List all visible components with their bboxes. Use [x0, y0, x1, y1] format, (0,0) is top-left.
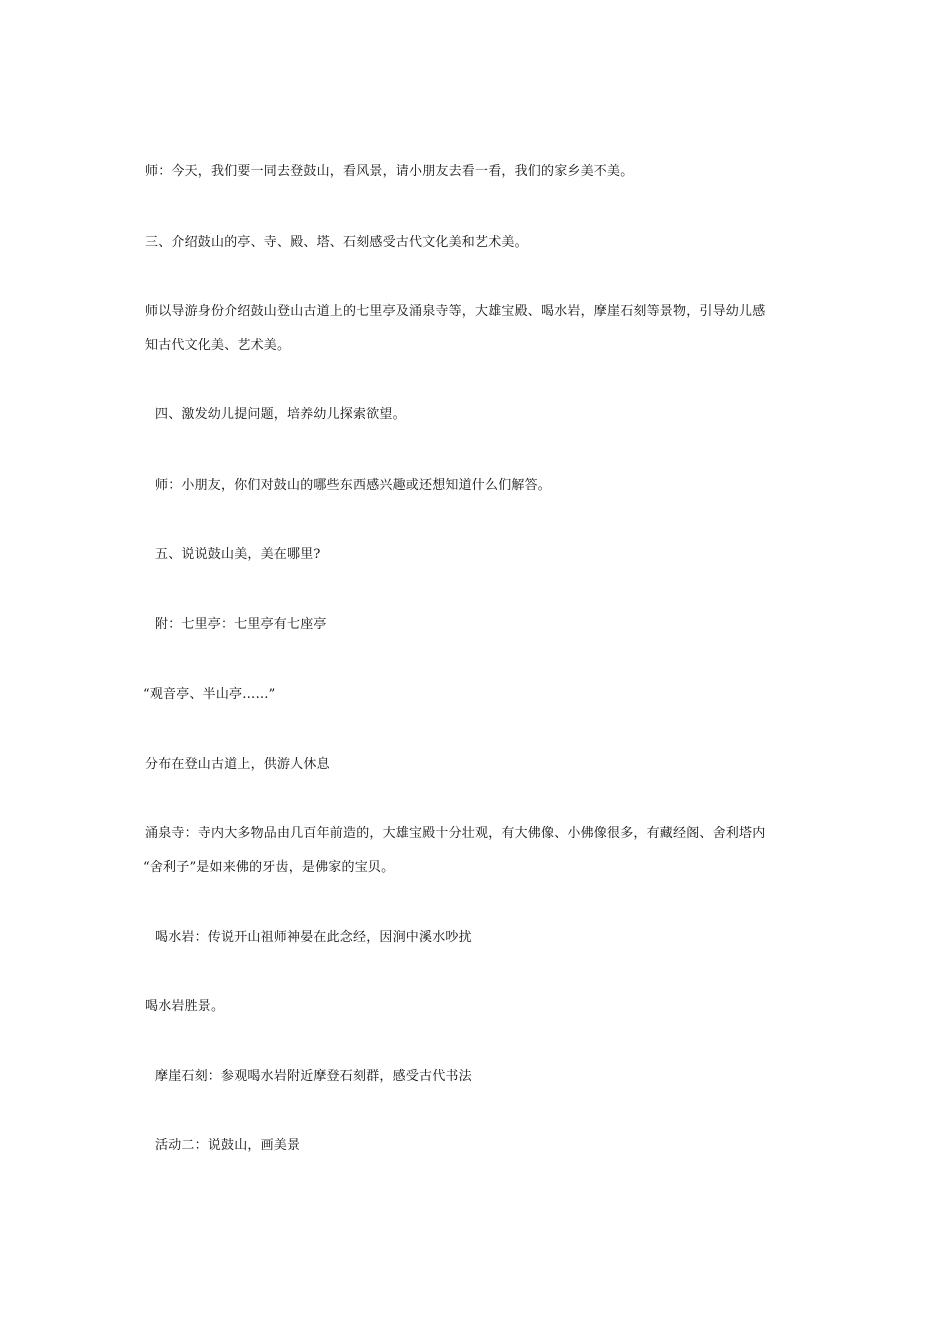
paragraph-teacher-question: 师：小朋友，你们对鼓山的哪些东西感兴趣或还想知道什么们解答。: [155, 478, 552, 493]
paragraph-pavilion-names: “观音亭、半山亭……”: [143, 687, 276, 702]
section-heading-four: 四、激发幼儿提问题，培养幼儿探索欲望。: [155, 407, 406, 422]
section-heading-five: 五、说说鼓山美，美在哪里?: [155, 547, 321, 562]
paragraph-heshui-rock: 喝水岩：传说开山祖师神晏在此念经，因涧中溪水吵扰: [155, 930, 472, 945]
paragraph-teacher-intro: 师：今天，我们要一同去登鼓山，看风景，请小朋友去看一看，我们的家乡美不美。: [145, 164, 634, 179]
paragraph-guide-line2: 知古代文化美、艺术美。: [145, 338, 291, 353]
section-heading-three: 三、介绍鼓山的亭、寺、殿、塔、石刻感受古代文化美和艺术美。: [145, 235, 528, 250]
paragraph-pavilion-distribution: 分布在登山古道上，供游人休息: [145, 757, 330, 772]
paragraph-yongquan-line1: 涌泉寺：寺内大多物品由几百年前造的，大雄宝殿十分壮观，有大佛像、小佛像很多，有藏经阁、舍利塔内: [145, 826, 766, 841]
paragraph-heshui-scenery: 喝水岩胜景。: [145, 999, 225, 1014]
paragraph-yongquan-line2: “舍利子”是如来佛的牙齿，是佛家的宝贝。: [143, 860, 395, 875]
appendix-qili-pavilion: 附：七里亭：七里亭有七座亭: [155, 617, 327, 632]
paragraph-cliff-carvings: 摩崖石刻：参观喝水岩附近摩登石刻群，感受古代书法: [155, 1069, 472, 1084]
section-heading-activity-two: 活动二：说鼓山，画美景: [155, 1138, 301, 1153]
paragraph-guide-line1: 师以导游身份介绍鼓山登山古道上的七里亭及涌泉寺等，大雄宝殿、喝水岩，摩崖石刻等景物，引导幼儿感: [145, 304, 766, 319]
